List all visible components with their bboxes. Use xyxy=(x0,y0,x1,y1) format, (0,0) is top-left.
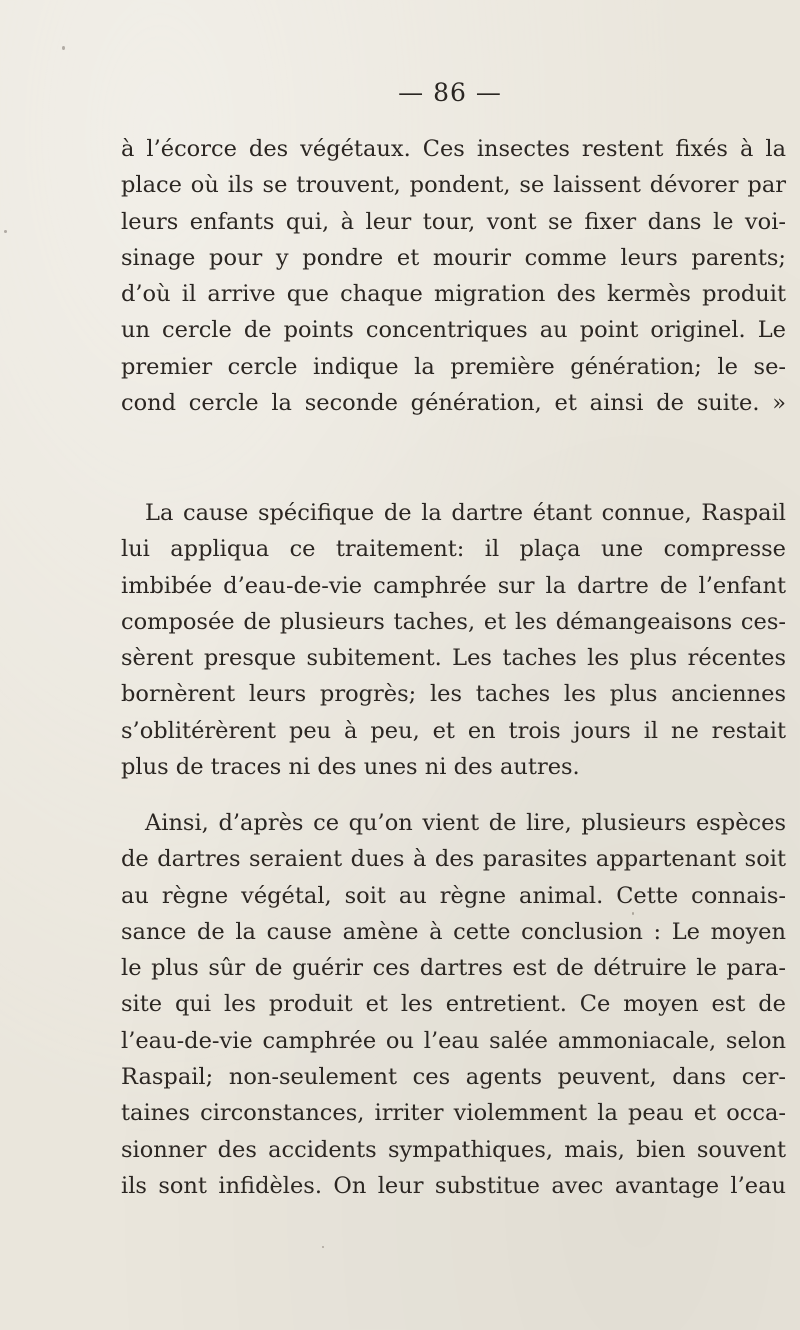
text-line: site qui les produit et les entretient. Ce moyen est de xyxy=(121,991,786,1018)
text-line: cond cercle la seconde génération, et ainsi de suite. » xyxy=(121,390,786,417)
text-line: composée de plusieurs taches, et les démangeaisons ces- xyxy=(121,608,786,635)
text-line: La cause spécifique de la dartre étant connue, Raspail xyxy=(145,500,786,526)
text-line: au règne végétal, soit au règne animal. Cette connais- xyxy=(121,882,786,909)
paragraph-1 xyxy=(121,131,786,421)
paper-speck xyxy=(62,46,65,50)
text-line: s’oblitérèrent peu à peu, et en trois jours il ne restait xyxy=(121,717,786,744)
text-line: taines circonstances, irriter violemment la peau et occa- xyxy=(121,1100,786,1127)
paper-speck xyxy=(4,230,7,233)
text-line: Ainsi, d’après ce qu’on vient de lire, plusieurs espèces xyxy=(145,810,786,836)
text-line: l’eau-de-vie camphrée ou l’eau salée ammoniacale, selon xyxy=(121,1027,786,1054)
text-line: de dartres seraient dues à des parasites appartenant soit xyxy=(121,846,786,873)
paragraph-2 xyxy=(121,495,786,785)
text-line: sèrent presque subitement. Les taches les plus récentes xyxy=(121,645,786,672)
text-line: imbibée d’eau-de-vie camphrée sur la dartre de l’enfant xyxy=(121,572,786,599)
text-line: plus de traces ni des unes ni des autres. xyxy=(121,754,580,781)
text-line: bornèrent leurs progrès; les taches les plus anciennes xyxy=(121,681,786,708)
text-line: leurs enfants qui, à leur tour, vont se fixer dans le voi- xyxy=(121,208,786,235)
text-line: d’où il arrive que chaque migration des kermès produit xyxy=(121,281,786,308)
text-line: place où ils se trouvent, pondent, se laissent dévorer par xyxy=(121,172,786,199)
text-line: sinage pour y pondre et mourir comme leurs parents; xyxy=(121,244,786,271)
text-line: Raspail; non-seulement ces agents peuvent, dans cer- xyxy=(121,1064,786,1091)
text-line: le plus sûr de guérir ces dartres est de détruire le para- xyxy=(121,955,786,982)
paper-speck xyxy=(632,912,634,915)
text-line: un cercle de points concentriques au point originel. Le xyxy=(121,317,786,344)
page-number: — 86 — xyxy=(398,78,502,107)
text-line: lui appliqua ce traitement: il plaça une compresse xyxy=(121,536,786,563)
paragraph-3 xyxy=(121,805,786,1204)
text-line: sionner des accidents sympathiques, mais, bien souvent xyxy=(121,1136,786,1163)
text-line: ils sont infidèles. On leur substitue avec avantage l’eau xyxy=(121,1172,786,1199)
paper-speck xyxy=(322,1246,324,1248)
text-line: à l’écorce des végétaux. Ces insectes restent fixés à la xyxy=(121,136,786,162)
text-line: premier cercle indique la première génération; le se- xyxy=(121,353,786,380)
text-line: sance de la cause amène à cette conclusion : Le moyen xyxy=(121,918,786,945)
